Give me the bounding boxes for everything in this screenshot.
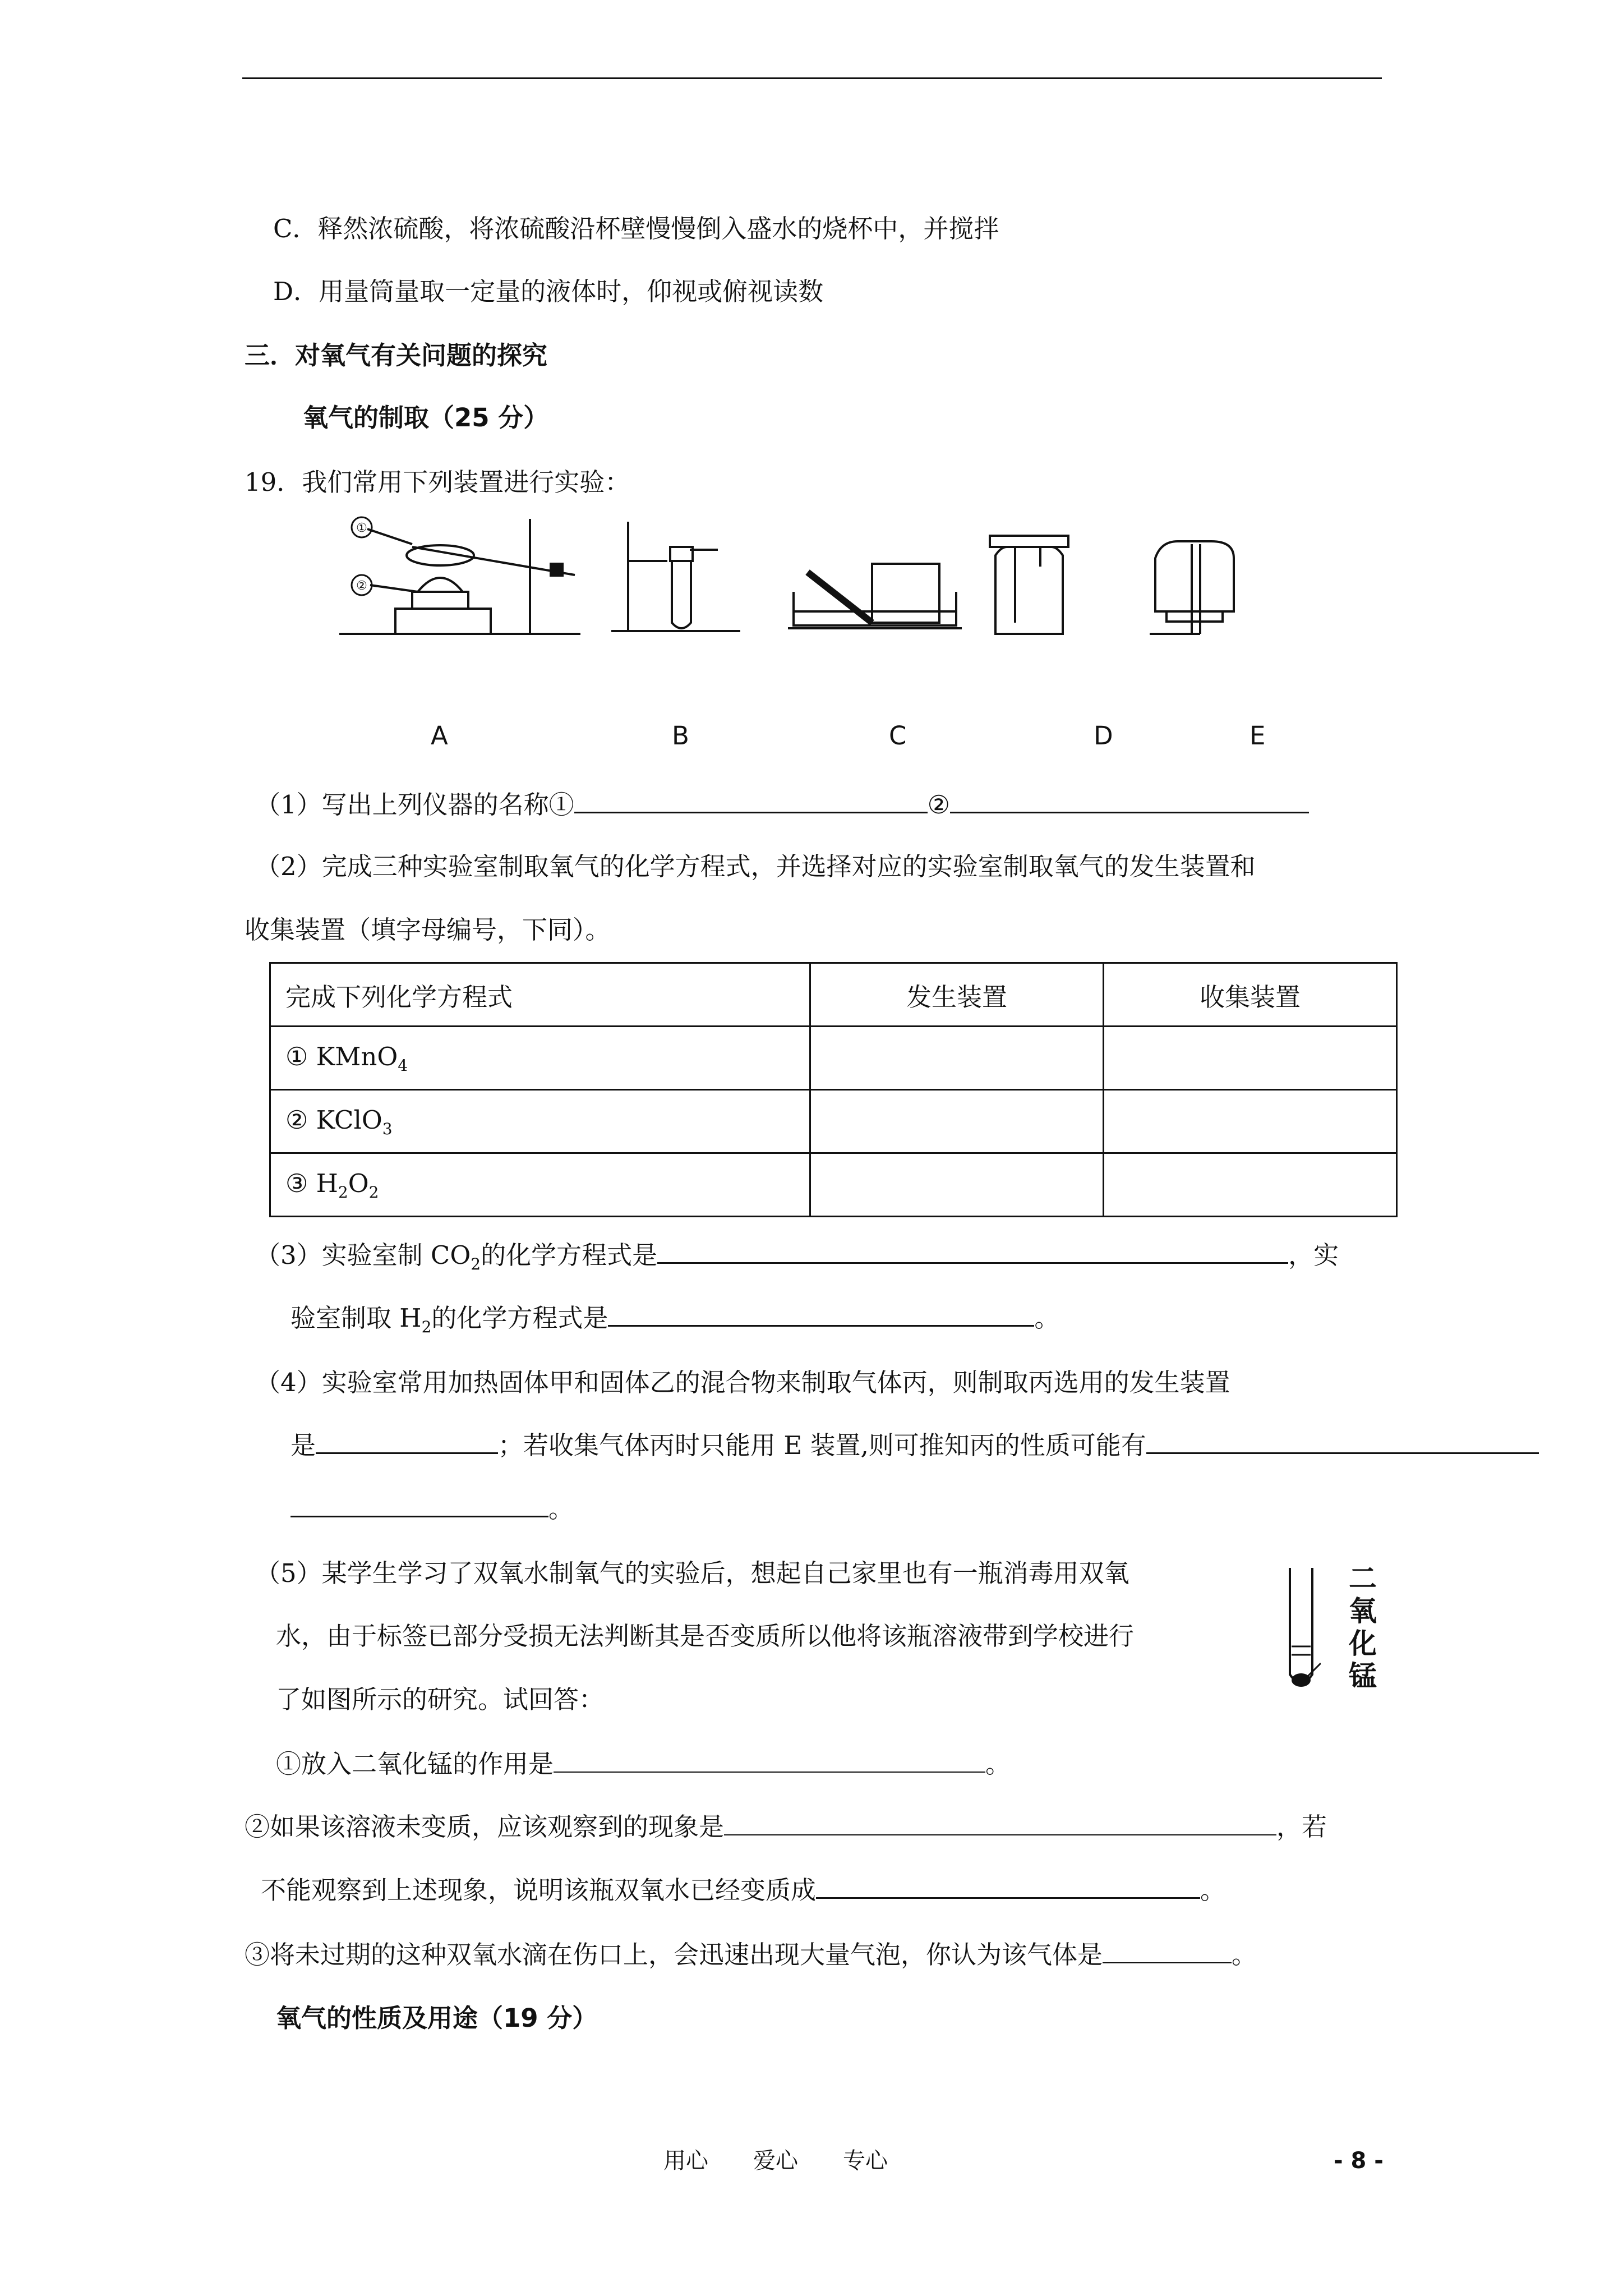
q5-a2-end: ，若 [1276,1812,1327,1842]
q5-a2-text: ②如果该溶液未变质，应该观察到的现象是 [245,1812,725,1842]
subsection-oxygen-preparation: 氧气的制取（25 分） [303,403,549,432]
q5-a2b-end: 。 [1200,1875,1226,1905]
q5-a3-text: ③将未过期的这种双氧水滴在伤口上，会迅速出现大量气泡，你认为该气体是 [245,1940,1103,1970]
q5-a3-end: 。 [1232,1940,1257,1970]
q5-a1-end: 。 [985,1749,1011,1779]
q4-text-end: 。 [548,1494,574,1524]
table-cell-collection-input[interactable] [1104,1153,1397,1217]
answer-blank-1[interactable] [574,789,928,813]
question-3-line-1 [255,1239,1339,1281]
section-3-title: 三．对氧气有关问题的探究 [245,341,548,370]
q3-text-a: （3）实验室制 CO [255,1240,471,1270]
table-cell-collection-input[interactable] [1104,1090,1397,1153]
reactant-h2o2: ③ H [285,1168,338,1198]
header-rule [242,77,1382,79]
page-number: - 8 - [1334,2148,1384,2174]
reactant-h2o2-sub1: 2 [338,1182,348,1202]
table-row [270,1153,1397,1217]
apparatus-e-figure [1144,533,1245,639]
question-1-mark-2: ② [927,790,950,820]
table-cell-generation-input[interactable] [810,1153,1104,1217]
q3-sub-a: 2 [471,1255,481,1273]
question-2-line-2: 收集装置（填字母编号，下同）。 [245,915,611,945]
table-cell-collection-input[interactable] [1104,1027,1397,1090]
manganese-dioxide-label: 二氧化锰 [1349,1562,1377,1692]
q5-a2b-text: 不能观察到上述现象，说明该瓶双氧水已经变质成 [261,1875,817,1905]
answer-blank-property-2[interactable] [291,1493,548,1517]
q5-a1-text: ①放入二氧化锰的作用是 [276,1749,554,1779]
apparatus-c-figure [782,558,967,637]
q3-text-d: 的化学方程式是 [431,1303,608,1333]
apparatus-a-figure [328,513,589,637]
question-5-answer-2b [261,1874,1225,1907]
subsection-oxygen-properties: 氧气的性质及用途（19 分） [276,2003,598,2033]
apparatus-d-figure [979,533,1080,639]
apparatus-mark-2: ② [356,579,367,593]
reactant-kmno4: ① KMnO [285,1041,398,1071]
question-19-intro: 19．我们常用下列装置进行实验： [245,467,630,497]
question-5-line-3: 了如图所示的研究。试回答： [276,1685,605,1714]
q3-text-c: 验室制取 H [291,1303,422,1333]
reactant-h2o2-sub2: 2 [368,1182,379,1202]
q3-text-end-2: 。 [1034,1303,1060,1333]
apparatus-label-c: C [889,721,907,751]
question-5-answer-2 [245,1810,1327,1844]
table-header-collection: 收集装置 [1104,963,1397,1027]
table-cell-reactant [270,1153,810,1217]
option-c: C．释然浓硫酸，将浓硫酸沿杯壁慢慢倒入盛水的烧杯中，并搅拌 [273,214,999,243]
reactant-kmno4-sub: 4 [398,1056,408,1075]
table-header-equation: 完成下列化学方程式 [270,963,810,1027]
answer-blank-2[interactable] [950,789,1309,813]
apparatus-label-b: B [672,721,689,751]
apparatus-label-a: A [431,721,448,751]
apparatus-label-e: E [1249,721,1266,751]
apparatus-b-figure [606,516,746,637]
q3-sub-b: 2 [421,1318,432,1336]
answer-blank-h2[interactable] [608,1303,1034,1327]
q4-text-b: ；若收集气体丙时只能用 E 装置,则可推知丙的性质可能有 [498,1430,1146,1460]
question-4-line-3 [291,1492,574,1526]
question-1-text: （1）写出上列仪器的名称① [255,790,574,820]
table-cell-generation-input[interactable] [810,1027,1104,1090]
table-header-generation: 发生装置 [810,963,1104,1027]
question-5-line-2: 水，由于标签已部分受损无法判断其是否变质所以他将该瓶溶液带到学校进行 [276,1621,1135,1651]
apparatus-label-d: D [1094,721,1113,751]
apparatus-mark-1: ① [356,521,367,535]
table-row [270,1090,1397,1153]
footer-motto: 用心 爱心 专心 [663,2148,888,2174]
question-1 [255,788,1309,822]
question-5-answer-3 [245,1938,1257,1972]
q3-text-b: 的化学方程式是 [481,1240,658,1270]
answer-blank-phenomenon[interactable] [724,1812,1276,1835]
answer-blank-apparatus[interactable] [316,1430,498,1454]
answer-blank-gas[interactable] [1103,1940,1232,1963]
reactant-kclo3: ② KClO [285,1105,382,1135]
q3-text-end: ，实 [1288,1240,1339,1270]
answer-blank-degraded[interactable] [816,1875,1200,1899]
answer-blank-property-1[interactable] [1146,1430,1539,1454]
reactant-h2o2-mid: O [348,1168,369,1198]
question-5-line-1: （5）某学生学习了双氧水制氧气的实验后，想起自己家里也有一瓶消毒用双氧 [255,1558,1129,1588]
table-cell-generation-input[interactable] [810,1090,1104,1153]
question-4-line-1: （4）实验室常用加热固体甲和固体乙的混合物来制取气体丙，则制取丙选用的发生装置 [255,1368,1230,1397]
reactant-kclo3-sub: 3 [382,1119,393,1138]
table-cell-reactant [270,1027,810,1090]
table-row [270,1027,1397,1090]
option-d: D．用量筒量取一定量的液体时，仰视或俯视读数 [273,277,824,306]
answer-blank-catalyst[interactable] [554,1749,985,1773]
test-tube-figure [1281,1565,1321,1694]
question-4-line-2 [291,1429,1539,1462]
question-3-line-2 [291,1301,1059,1344]
table-header-row [270,963,1397,1027]
q4-text-a: 是 [291,1430,316,1460]
question-2-line-1: （2）完成三种实验室制取氧气的化学方程式，并选择对应的实验室制取氧气的发生装置和 [255,852,1256,881]
table-cell-reactant [270,1090,810,1153]
question-5-answer-1 [276,1747,1011,1781]
equation-table [269,962,1398,1217]
answer-blank-co2[interactable] [657,1240,1288,1264]
